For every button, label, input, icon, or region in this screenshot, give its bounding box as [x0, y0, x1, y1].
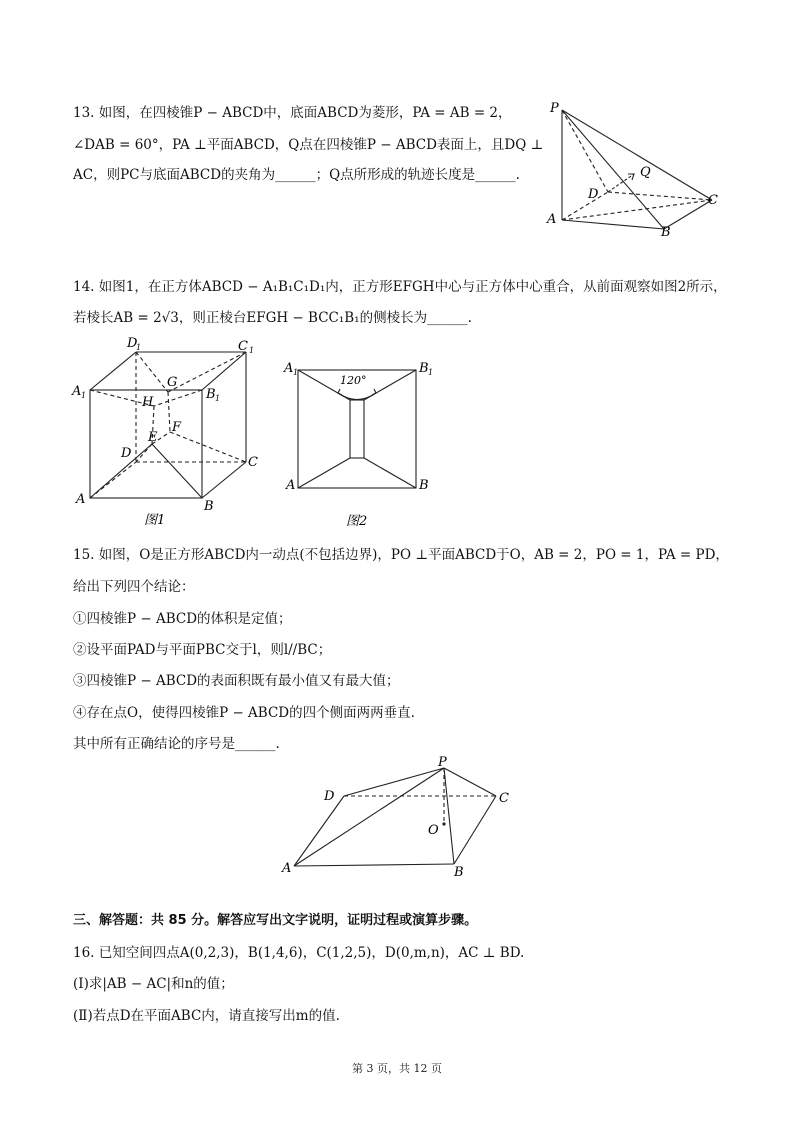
q14-fig1-label-B: B	[204, 499, 214, 514]
q13-label-P: P	[550, 101, 559, 116]
q14-fig2-label-B: B	[419, 478, 429, 493]
q13-label-B: B	[661, 225, 671, 238]
q14-line-2: 若棱长AB = 2√3，则正棱台EFGH − BCC₁B₁的侧棱长为______.	[73, 310, 472, 326]
q16-line-1: 16. 已知空间四点A(0,2,3)，B(1,4,6)，C(1,2,5)，D(0,m,n)，AC ⊥ BD.	[73, 945, 525, 961]
q14-fig1-label-B1: B	[206, 387, 216, 402]
q13-line-1: 13. 如图，在四棱锥P − ABCD中，底面ABCD为菱形，PA = AB = 2，	[73, 105, 512, 121]
q14-line-1: 14. 如图1，在正方体ABCD − A₁B₁C₁D₁内，正方形EFGH中心与正方体中心重合，从前面观察如图2所示，	[73, 279, 727, 295]
q14-front-view-figure-2	[282, 358, 442, 530]
q13-label-C: C	[708, 193, 718, 208]
q14-fig1-subscript: 1	[249, 346, 255, 355]
q15-item-2: ②设平面PAD与平面PBC交于l，则l//BC；	[73, 642, 332, 658]
q14-fig2-angle-label: 120°	[340, 374, 367, 387]
q14-fig2-subscript: 1	[428, 368, 434, 377]
q15-item-3: ③四棱锥P − ABCD的表面积既有最小值又有最大值；	[73, 673, 400, 689]
q14-fig1-label-D1: D	[127, 336, 138, 351]
q15-label-C: C	[499, 791, 509, 806]
q13-line-2: ∠DAB = 60°，PA ⊥平面ABCD，Q点在四棱锥P − ABCD表面上，且DQ ⊥	[73, 137, 544, 153]
q14-fig1-label-A: A	[76, 492, 86, 507]
q14-fig1-label-F: F	[172, 420, 182, 435]
q14-fig1-subscript: 1	[136, 343, 142, 352]
q13-line-3: AC，则PC与底面ABCD的夹角为______；Q点所形成的轨迹长度是______.	[73, 167, 520, 183]
q14-fig1-subscript: 1	[215, 394, 221, 403]
q15-label-O: O	[428, 823, 439, 838]
page-footer: 第 3 页，共 12 页	[352, 1062, 442, 1075]
q14-fig2-caption: 图2	[346, 514, 368, 529]
q16-part-1: (Ⅰ)求|AB − AC|和n的值；	[73, 976, 234, 992]
q15-item-4: ④存在点O，使得四棱锥P − ABCD的四个侧面两两垂直.	[73, 705, 415, 721]
q15-answer-line: 其中所有正确结论的序号是______.	[73, 736, 280, 752]
q15-item-1: ①四棱锥P − ABCD的体积是定值；	[73, 611, 292, 627]
section-3-heading: 三、解答题：共 85 分。解答应写出文字说明，证明过程或演算步骤。	[73, 913, 478, 928]
q15-label-A: A	[282, 861, 292, 876]
q15-label-P: P	[438, 755, 447, 770]
q15-label-B: B	[454, 865, 464, 880]
q13-pyramid-figure	[540, 96, 730, 238]
q14-fig1-subscript: 1	[81, 391, 87, 400]
q13-label-A: A	[547, 212, 557, 227]
q14-fig1-label-C1: C	[238, 339, 248, 354]
q14-cube-figure-1	[66, 336, 271, 531]
q14-fig1-label-H: H	[142, 395, 154, 410]
q14-fig2-label-B1: B	[419, 361, 429, 376]
q14-fig1-label-D: D	[121, 446, 132, 461]
q14-fig1-label-A1: A	[72, 384, 82, 399]
q15-pyramid-figure	[278, 752, 528, 882]
q15-line-1: 15. 如图，O是正方形ABCD内一动点(不包括边界)，PO ⊥平面ABCD于O，AB = 2，PO = 1，PA = PD，	[73, 547, 729, 563]
q13-label-D: D	[588, 187, 599, 202]
q14-fig2-label-A1: A	[284, 361, 294, 376]
q14-fig1-label-C: C	[248, 455, 258, 470]
q14-fig1-label-G: G	[167, 375, 178, 390]
q14-fig2-label-A: A	[286, 478, 296, 493]
q14-fig1-label-E: E	[148, 430, 158, 445]
q14-fig1-caption: 图1	[144, 513, 166, 528]
q16-part-2: (Ⅱ)若点D在平面ABC内，请直接写出m的值.	[73, 1008, 340, 1024]
q13-label-Q: Q	[640, 165, 651, 180]
q15-label-D: D	[324, 789, 335, 804]
q15-line-2: 给出下列四个结论：	[73, 579, 195, 595]
q14-fig2-subscript: 1	[293, 368, 299, 377]
